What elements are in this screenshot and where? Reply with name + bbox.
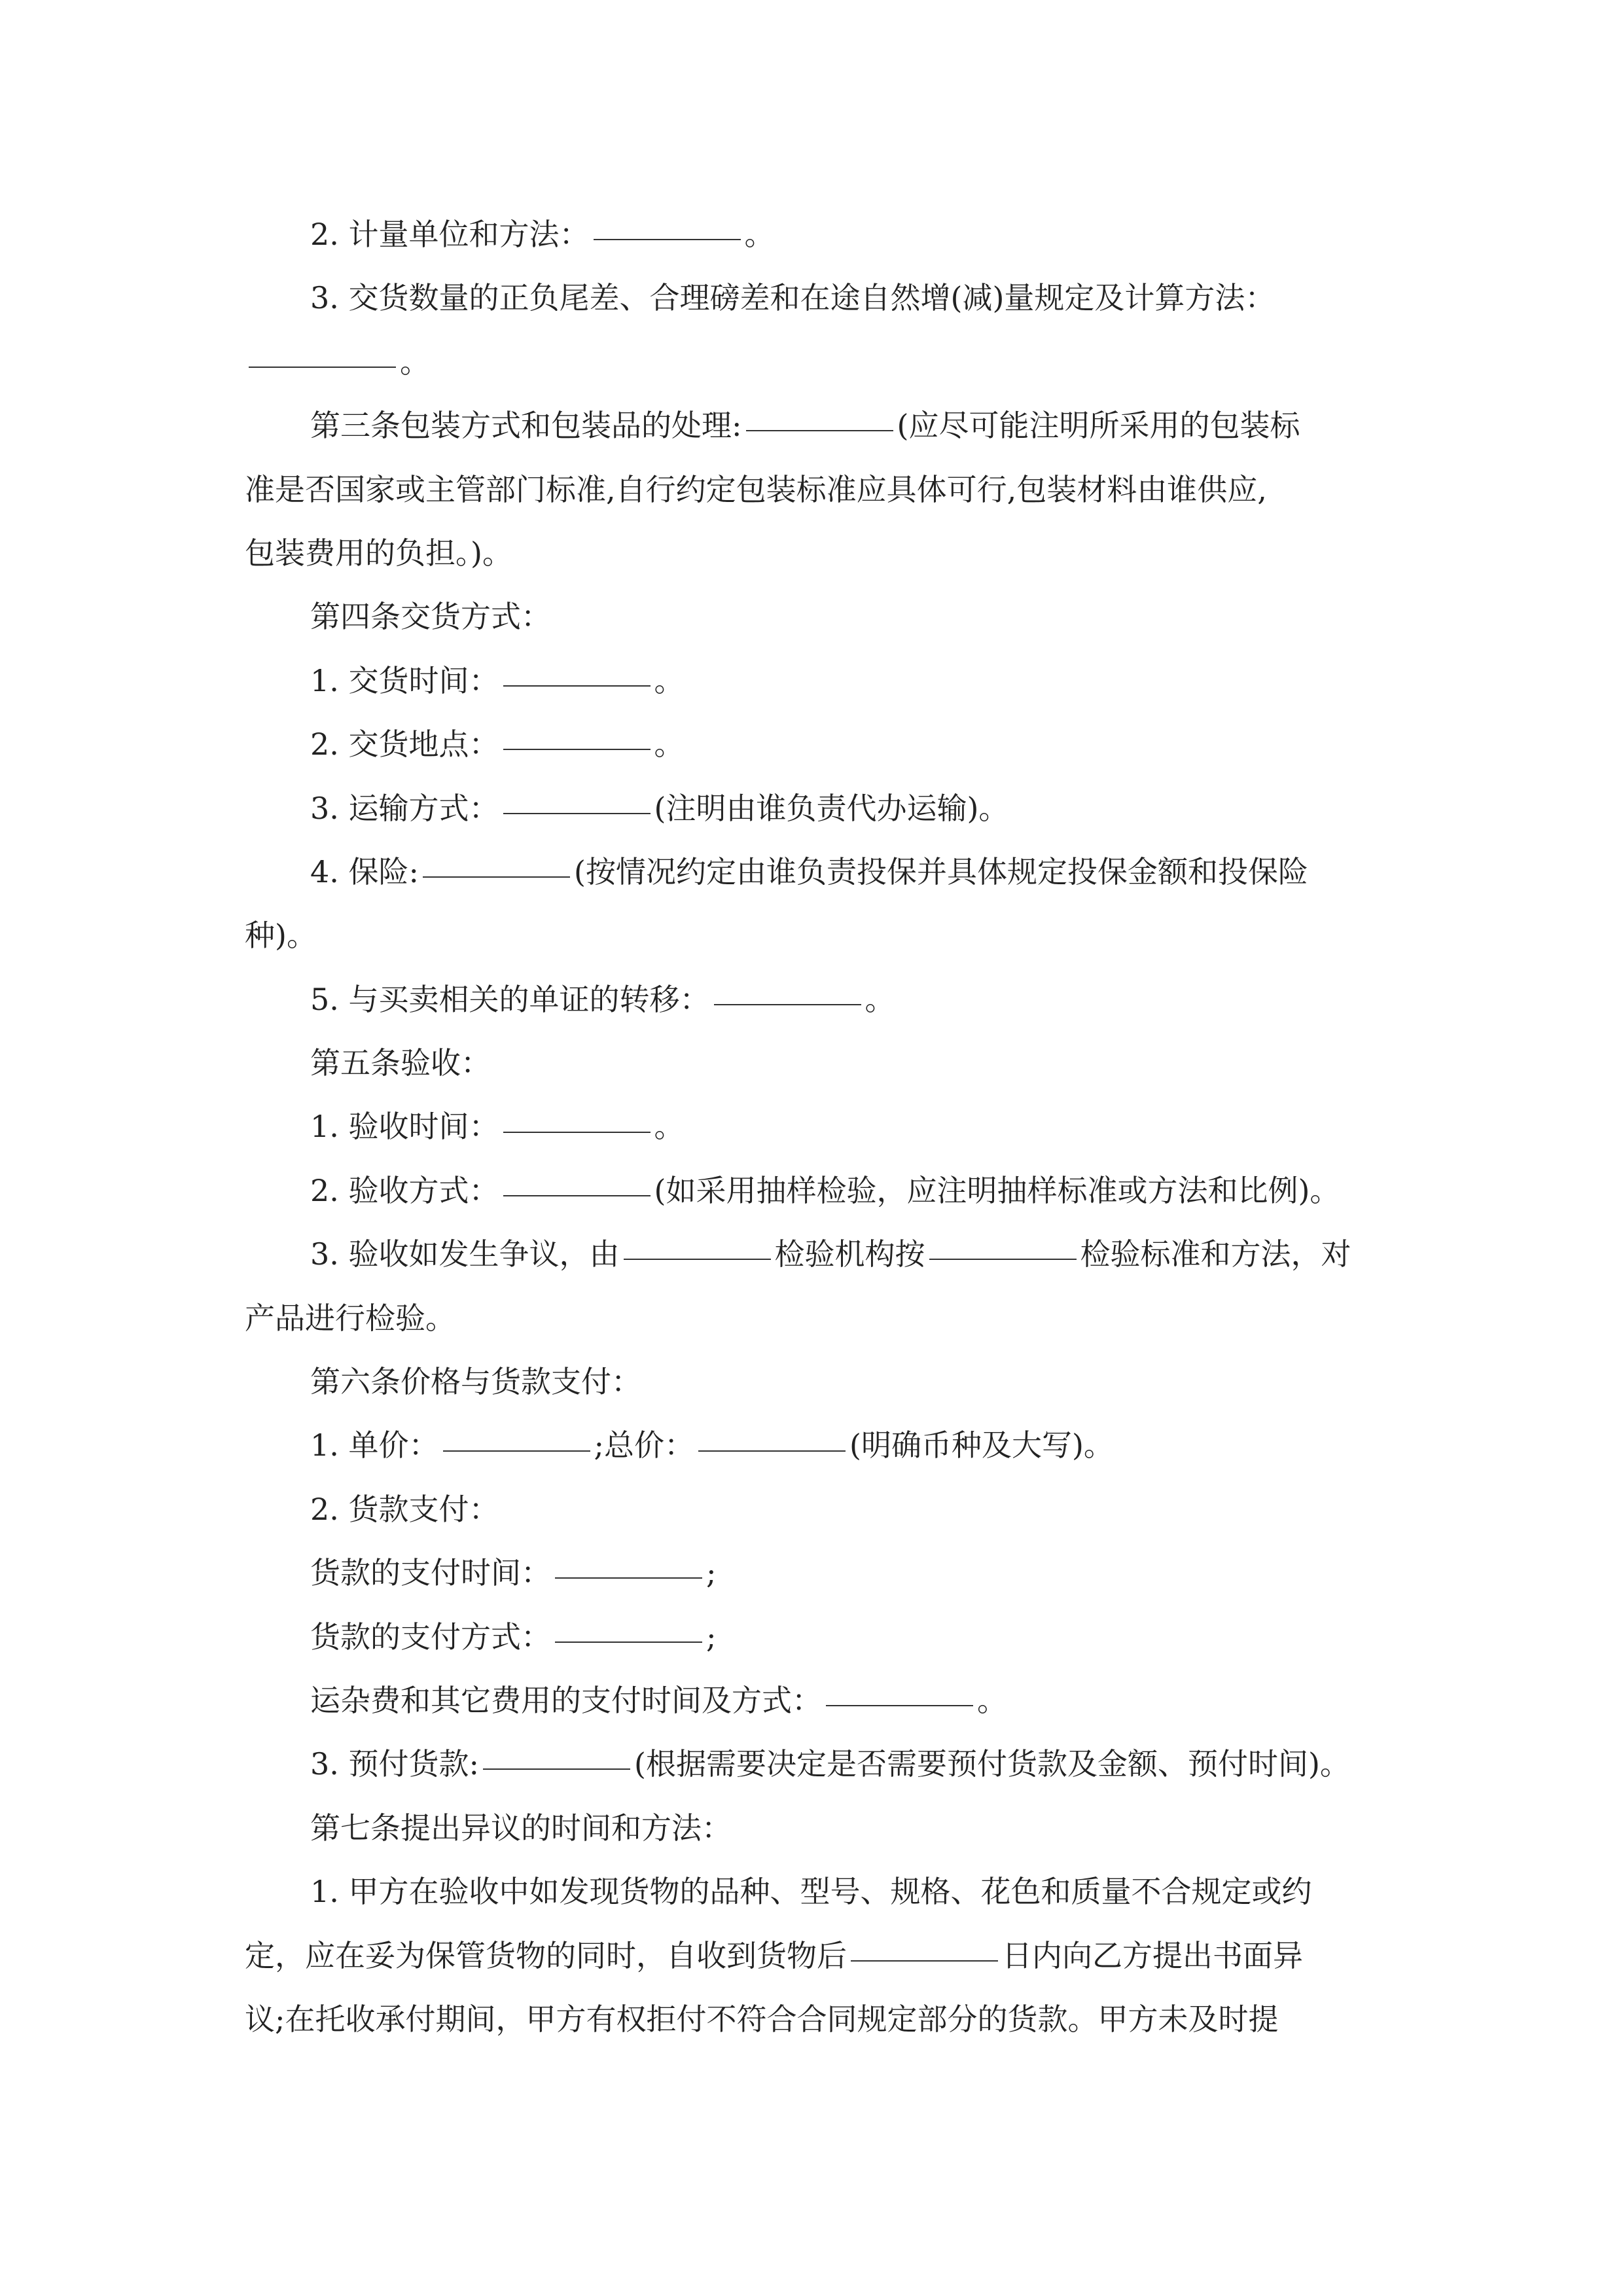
text-line <box>245 1478 1410 1541</box>
text-line <box>245 522 1410 585</box>
text-segment: 2. 计量单位和方法： <box>310 217 590 252</box>
text-segment: 1. 单价： <box>310 1427 439 1463</box>
text-segment: 准是否国家或主管部门标准,自行约定包装标准应具体可行,包装材料由谁供应, <box>245 471 1267 507</box>
text-segment: 包装费用的负担。)。 <box>245 535 512 571</box>
fill-in-blank <box>746 429 893 431</box>
text-segment: 。 <box>977 1682 1007 1718</box>
text-line <box>245 1988 1410 2051</box>
text-segment: ; <box>706 1555 717 1591</box>
text-line <box>245 1223 1410 1286</box>
text-segment: (明确币种及大写)。 <box>849 1427 1114 1463</box>
text-segment: 定，应在妥为保管货物的同时，自收到货物后 <box>245 1937 847 1973</box>
text-segment: 2. 交货地点： <box>310 726 499 762</box>
fill-in-blank <box>714 1003 861 1005</box>
text-segment: 产品进行检验。 <box>245 1300 455 1336</box>
text-segment: 。 <box>654 1109 685 1145</box>
text-line <box>245 266 1410 330</box>
fill-in-blank <box>443 1450 590 1452</box>
text-segment: 1. 甲方在验收中如发现货物的品种、型号、规格、花色和质量不合规定或约 <box>310 1874 1312 1910</box>
text-line <box>245 1669 1410 1732</box>
text-line <box>245 968 1410 1031</box>
fill-in-blank <box>483 1768 630 1770</box>
text-segment: 3. 验收如发生争议，由 <box>310 1236 620 1272</box>
text-segment: 。 <box>654 662 685 698</box>
text-segment: 2. 验收方式： <box>310 1172 499 1208</box>
text-line <box>245 1414 1410 1477</box>
text-segment: (按情况约定由谁负责投保并具体规定投保金额和投保险 <box>574 853 1308 889</box>
text-segment: 5. 与买卖相关的单证的转移： <box>310 981 710 1017</box>
text-segment: (根据需要决定是否需要预付货款及金额、预付时间)。 <box>634 1746 1350 1782</box>
text-segment: (应尽可能注明所采用的包装标 <box>897 408 1300 444</box>
text-line <box>245 331 1410 394</box>
text-line <box>245 1924 1410 1988</box>
text-line <box>245 203 1410 266</box>
fill-in-blank <box>503 812 651 814</box>
fill-in-blank <box>698 1450 846 1452</box>
text-line <box>245 1797 1410 1860</box>
text-segment: 检验标准和方法，对 <box>1080 1236 1351 1272</box>
text-segment: 3. 预付货款: <box>310 1746 480 1782</box>
text-line <box>245 777 1410 840</box>
fill-in-blank <box>249 366 396 368</box>
text-segment: 第三条包装方式和包装品的处理: <box>310 408 742 444</box>
text-segment: 1. 交货时间： <box>310 662 499 698</box>
fill-in-blank <box>503 685 651 687</box>
text-segment: 。 <box>744 217 775 252</box>
text-line <box>245 904 1410 967</box>
text-segment: (如采用抽样检验，应注明抽样标准或方法和比例)。 <box>654 1172 1340 1208</box>
text-line <box>245 1031 1410 1095</box>
text-segment: 第五条验收： <box>310 1045 491 1081</box>
text-segment: ;总价： <box>594 1427 695 1463</box>
text-segment: 。 <box>865 981 895 1017</box>
text-segment: 议;在托收承付期间，甲方有权拒付不符合合同规定部分的货款。甲方未及时提 <box>245 2001 1279 2037</box>
fill-in-blank <box>624 1258 771 1260</box>
text-line <box>245 1287 1410 1350</box>
text-segment: 第七条提出异议的时间和方法： <box>310 1810 732 1846</box>
text-line <box>245 1860 1410 1924</box>
fill-in-blank <box>503 1131 651 1133</box>
text-segment: 3. 交货数量的正负尾差、合理磅差和在途自然增(减)量规定及计算方法： <box>310 280 1275 316</box>
text-line <box>245 394 1410 457</box>
fill-in-blank <box>503 1194 651 1196</box>
text-line <box>245 1159 1410 1223</box>
contract-body-text <box>245 203 1410 2051</box>
fill-in-blank <box>929 1258 1077 1260</box>
fill-in-blank <box>555 1641 702 1643</box>
fill-in-blank <box>503 748 651 750</box>
text-segment: 。 <box>654 726 685 762</box>
text-segment: ; <box>706 1619 717 1655</box>
text-segment: 1. 验收时间： <box>310 1109 499 1145</box>
fill-in-blank <box>423 876 570 878</box>
text-segment: 3. 运输方式： <box>310 790 499 826</box>
text-line <box>245 1541 1410 1605</box>
text-line <box>245 649 1410 713</box>
text-line <box>245 840 1410 904</box>
text-segment: 。 <box>400 344 430 380</box>
text-line <box>245 1605 1410 1669</box>
text-segment: 日内向乙方提出书面异 <box>1002 1937 1303 1973</box>
text-segment: 种)。 <box>245 918 317 954</box>
fill-in-blank <box>826 1704 973 1706</box>
text-segment: 第六条价格与货款支付： <box>310 1364 641 1400</box>
text-segment: 货款的支付时间： <box>310 1555 551 1591</box>
text-segment: (注明由谁负责代办运输)。 <box>654 790 1009 826</box>
text-line <box>245 1095 1410 1158</box>
fill-in-blank <box>594 238 741 240</box>
fill-in-blank <box>555 1577 702 1579</box>
text-line <box>245 1732 1410 1796</box>
text-segment: 货款的支付方式： <box>310 1619 551 1655</box>
text-segment: 4. 保险: <box>310 853 419 889</box>
text-segment: 检验机构按 <box>774 1236 925 1272</box>
text-line <box>245 713 1410 776</box>
text-segment: 运杂费和其它费用的支付时间及方式： <box>310 1682 822 1718</box>
text-line <box>245 458 1410 522</box>
fill-in-blank <box>851 1960 998 1962</box>
text-line <box>245 1350 1410 1414</box>
text-segment: 第四条交货方式： <box>310 599 551 635</box>
text-segment: 2. 货款支付： <box>310 1491 499 1527</box>
text-line <box>245 585 1410 649</box>
